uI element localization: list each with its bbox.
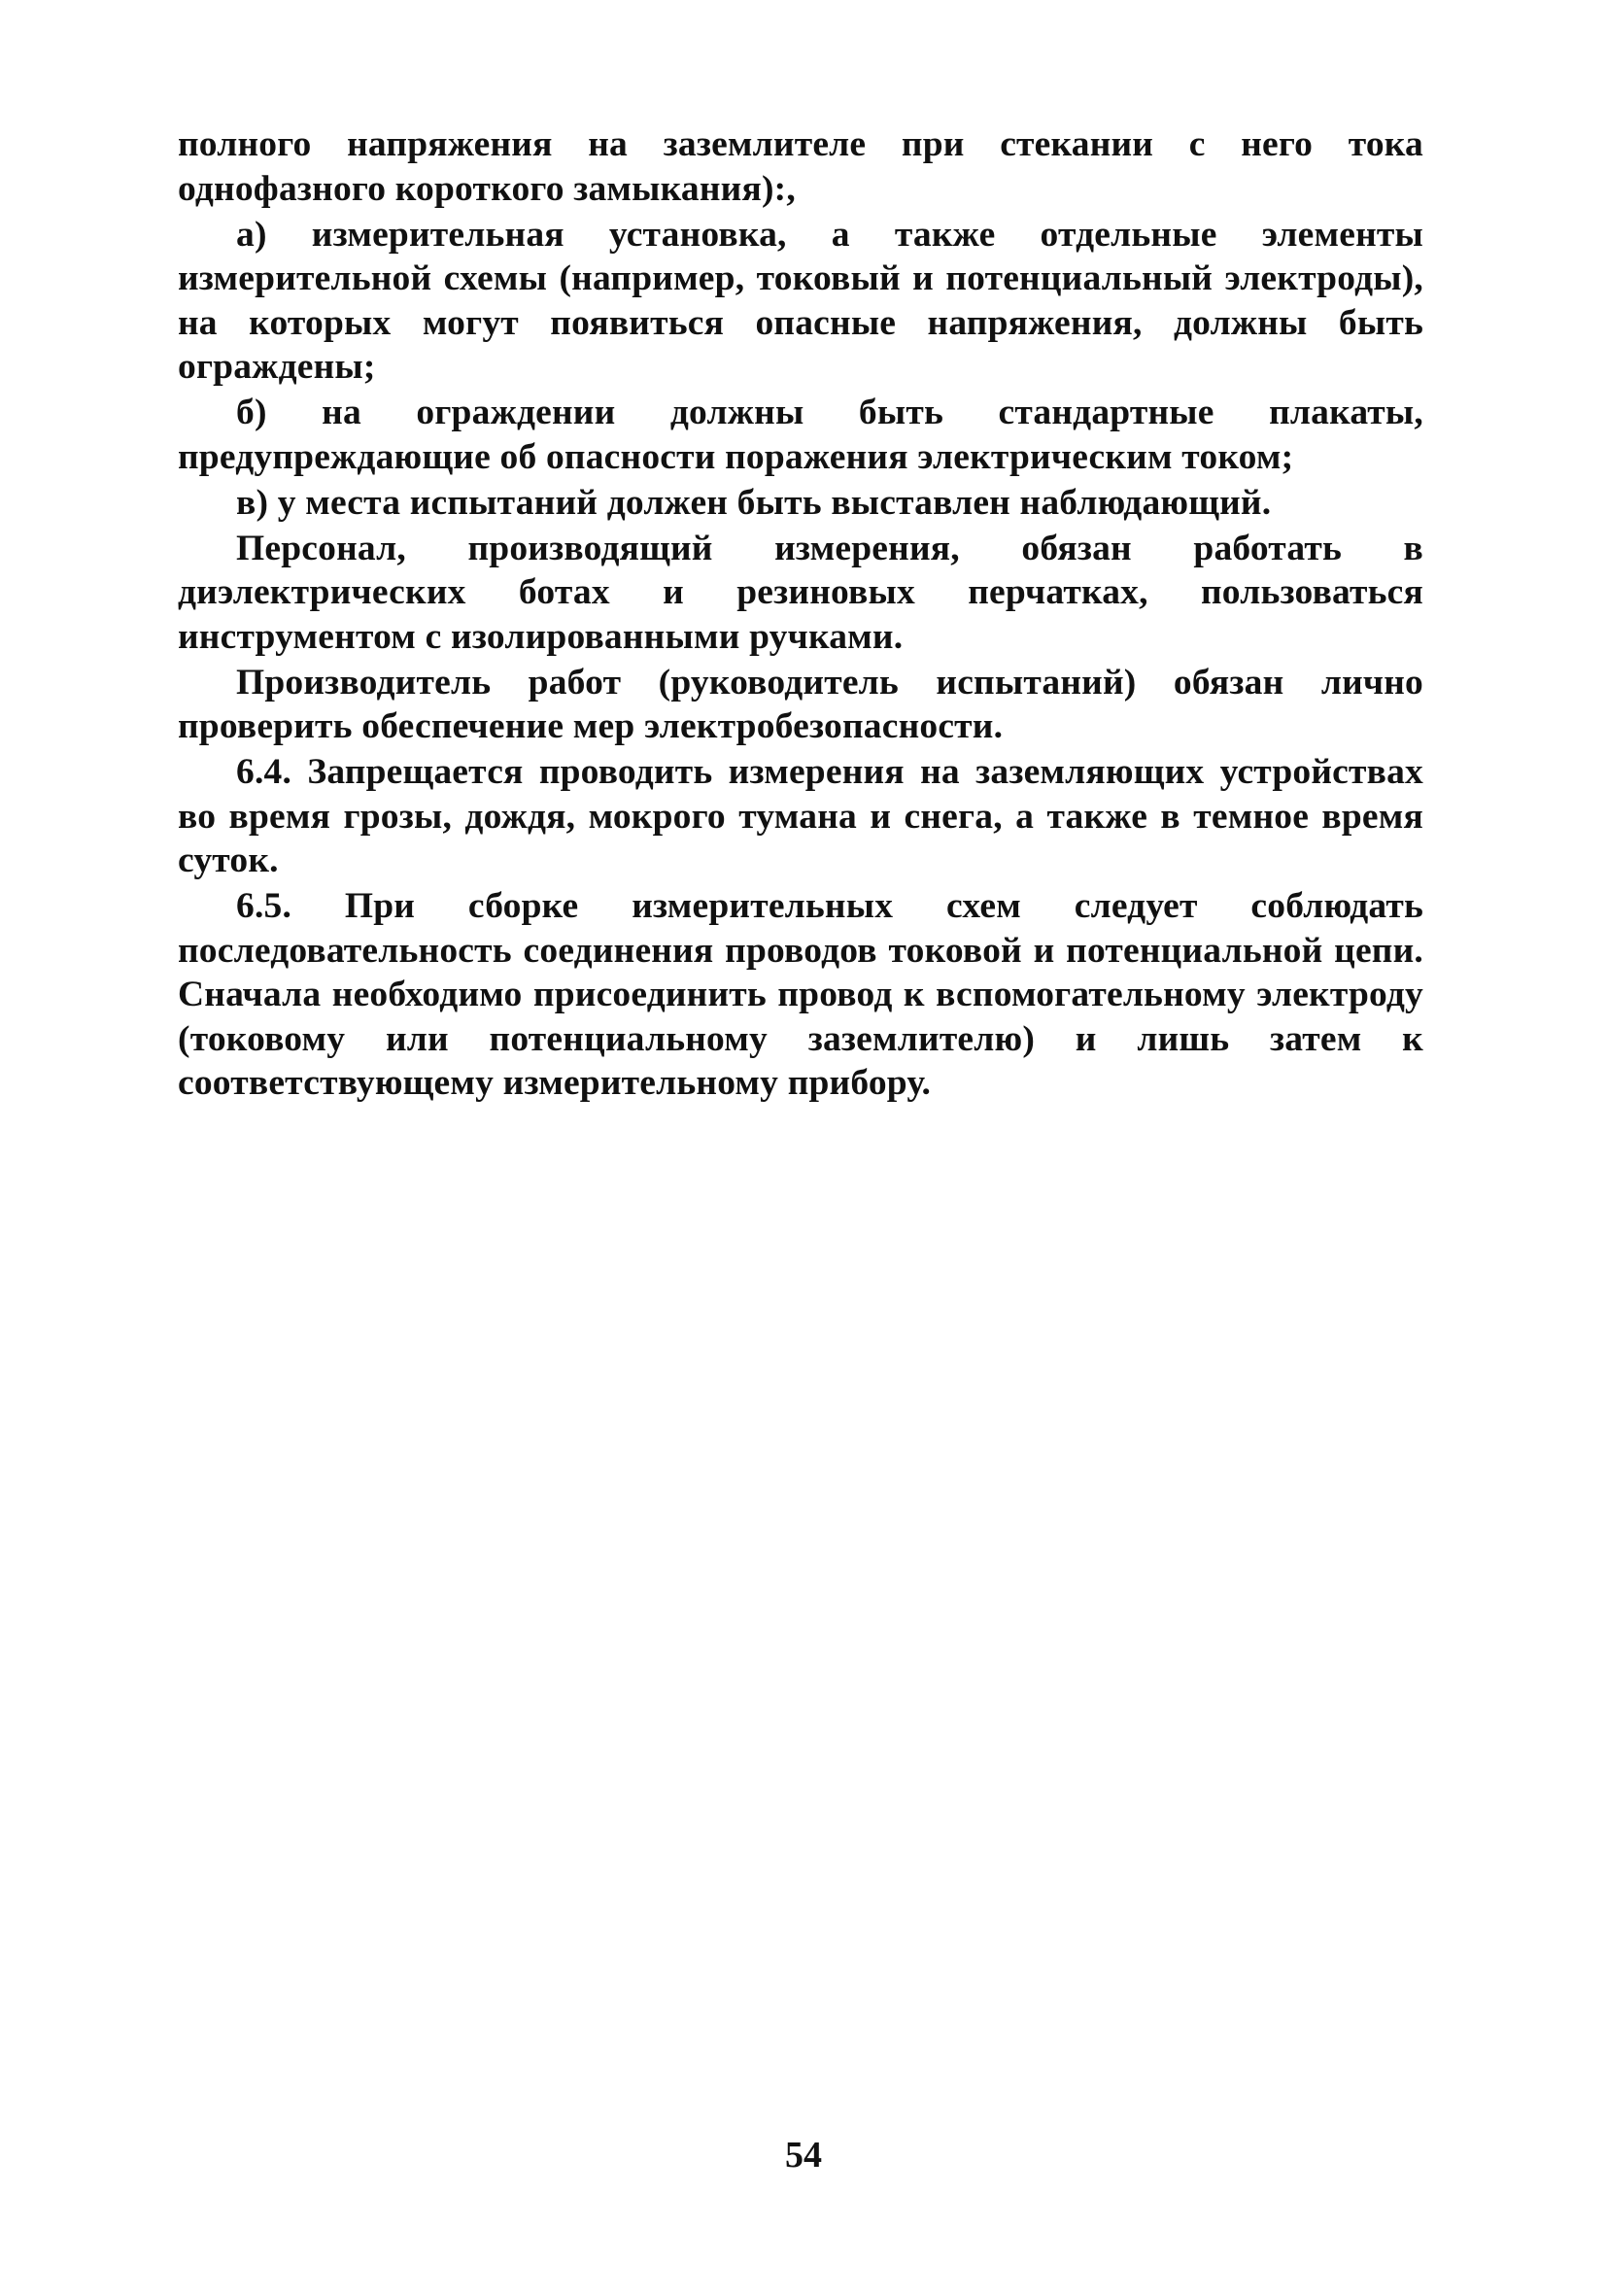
paragraph-item-b: б) на ограждении должны быть стандартные плакаты, предупреждающие об опасности поражения электрическим током; [178, 393, 1423, 477]
paragraph-6-4: 6.4. Запрещается проводить измерения на заземляющих устройствах во время грозы, дождя, мокрого тумана и снега, а также в темное время суток. [178, 752, 1423, 880]
page-number: 54 [785, 2135, 822, 2176]
paragraph-item-v: в) у места испытаний должен быть выставлен наблюдающий. [236, 482, 1272, 523]
paragraph-item-a: а) измерительная установка, а также отдельные элементы измерительной схемы (например, токовый и потенциальный электроды), на которых могут появиться опасные напряжения, должны быть ограждены; [178, 214, 1423, 387]
paragraph-supervisor: Производитель работ (руководитель испытаний) обязан лично проверить обеспечение мер электробезопасности. [178, 662, 1423, 746]
body-text [178, 122, 1423, 1107]
paragraph-continuation: полного напряжения на заземлителе при стекании с него тока однофазного короткого замыкания):, [178, 124, 1423, 209]
paragraph-personnel: Персонал, производящий измерения, обязан работать в диэлектрических ботах и резиновых перчатках, пользоваться инструментом с изолированными ручками. [178, 528, 1423, 657]
paragraph-6-5: 6.5. При сборке измерительных схем следует соблюдать последовательность соединения проводов токовой и потенциальной цепи. Сначала необходимо присоединить провод к вспомогательному электроду (токовому или потенциальному заземлителю) и лишь затем к соответствующему измерительному прибору. [178, 886, 1423, 1103]
